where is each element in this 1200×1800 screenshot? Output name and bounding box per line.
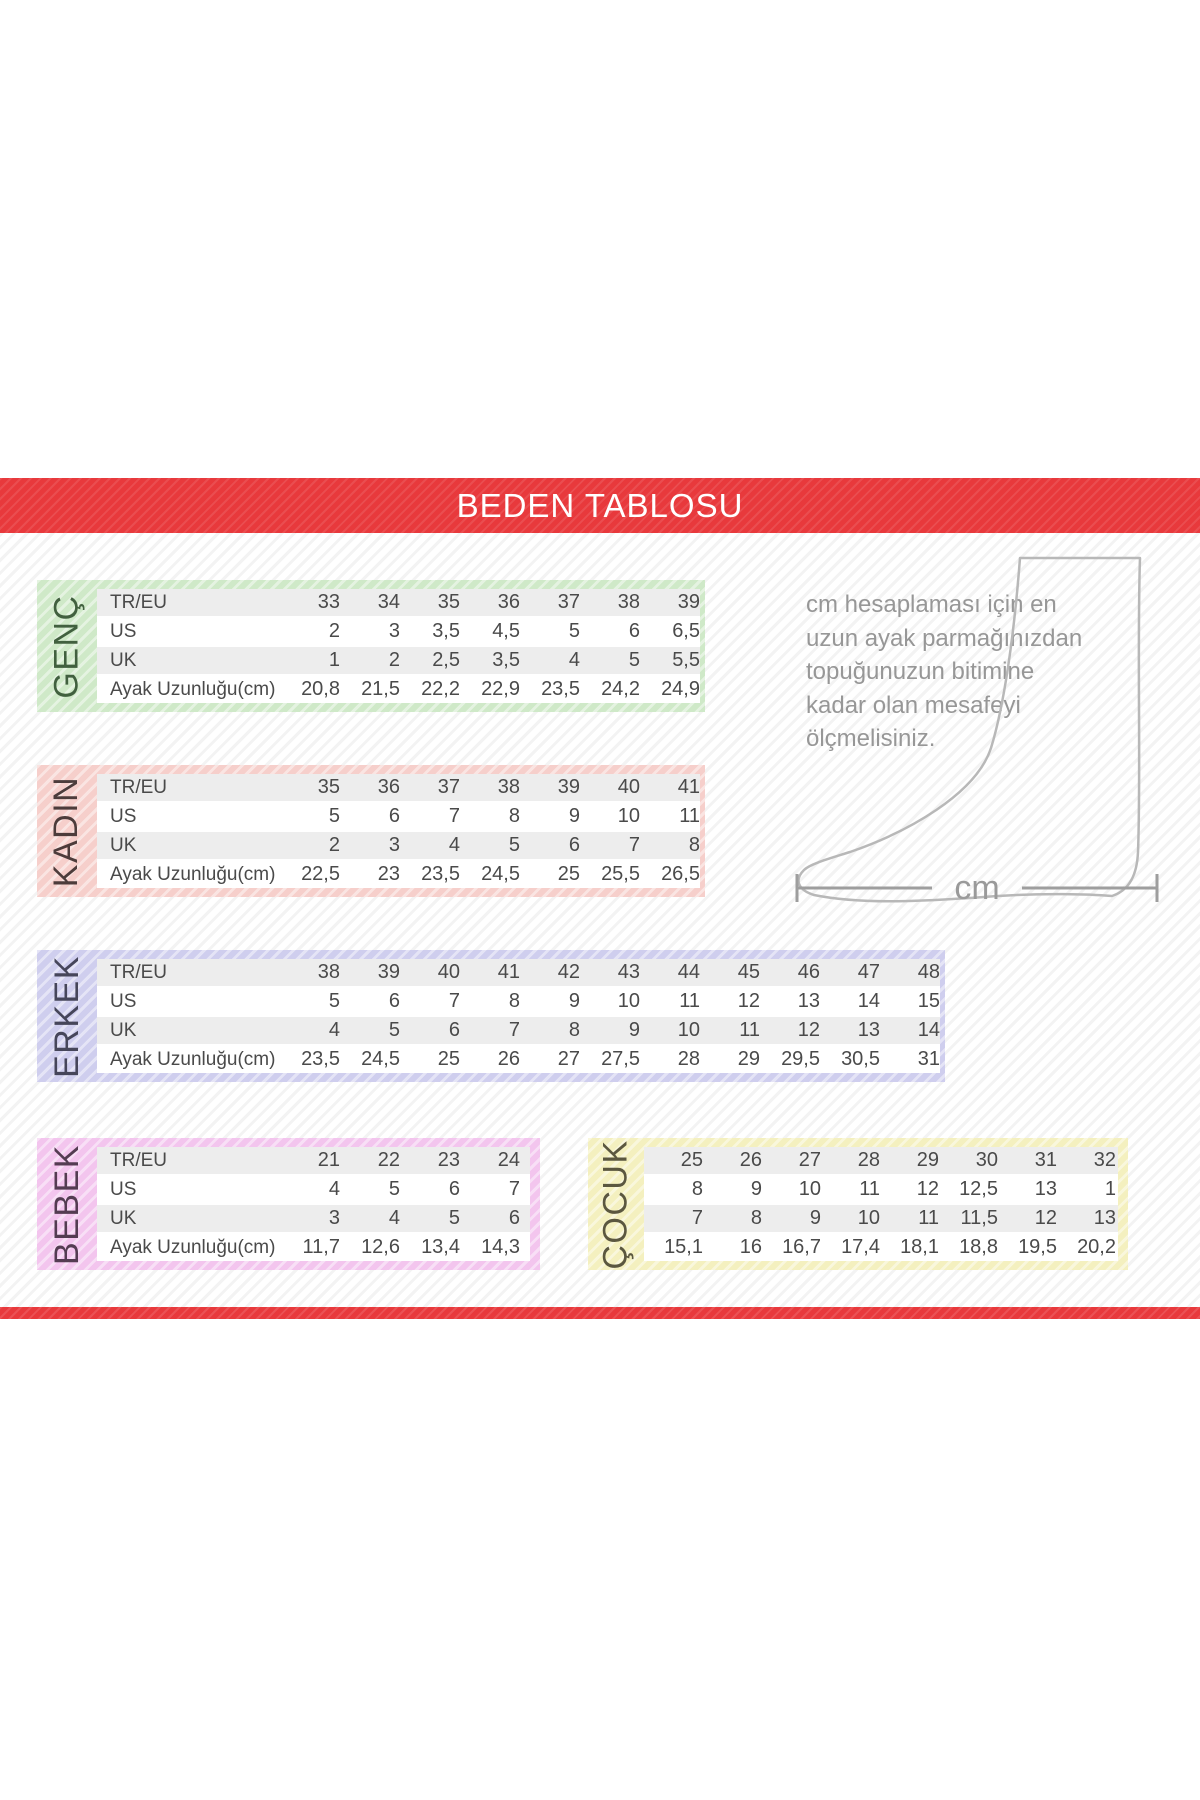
table-cell: 5 xyxy=(388,1019,400,1041)
table-cell: 17,4 xyxy=(841,1236,880,1258)
table-cell: 9 xyxy=(568,990,580,1012)
table-cell: 11 xyxy=(679,990,700,1012)
table-grid xyxy=(97,589,700,703)
table-cell: 4,5 xyxy=(492,620,520,642)
table-cell: 26 xyxy=(497,1048,520,1070)
table-cell: 34 xyxy=(377,591,400,613)
table-cell: 27 xyxy=(557,1048,580,1070)
row-label: TR/EU xyxy=(110,961,167,983)
note-line: ölçmelisiniz. xyxy=(806,725,936,752)
table-cell: 38 xyxy=(317,961,340,983)
header-banner xyxy=(0,478,1200,533)
table-cell: 7 xyxy=(628,834,640,856)
table-row xyxy=(644,1147,1118,1174)
table-cell: 40 xyxy=(437,961,460,983)
table-cell: 33 xyxy=(317,591,340,613)
bottom-red-bar xyxy=(0,1307,1200,1319)
table-cell: 31 xyxy=(917,1048,940,1070)
table-cell: 37 xyxy=(557,591,580,613)
row-label: Ayak Uzunluğu(cm) xyxy=(110,678,276,700)
table-cell: 14 xyxy=(917,1019,940,1041)
table-cell: 10 xyxy=(617,990,640,1012)
cm-label: cm xyxy=(954,869,1000,907)
table-title-kadin: KADIN xyxy=(47,775,86,887)
table-cell: 11 xyxy=(918,1207,939,1229)
table-cell: 13 xyxy=(857,1019,880,1041)
table-cell: 43 xyxy=(617,961,640,983)
table-cell: 36 xyxy=(497,591,520,613)
table-cell: 45 xyxy=(737,961,760,983)
table-cell: 24,5 xyxy=(481,863,520,885)
table-cell: 38 xyxy=(617,591,640,613)
table-row xyxy=(644,1176,1118,1203)
table-cell: 23,5 xyxy=(541,678,580,700)
row-label: Ayak Uzunluğu(cm) xyxy=(110,1236,276,1258)
table-cell: 24 xyxy=(497,1149,520,1171)
row-label: Ayak Uzunluğu(cm) xyxy=(110,1048,276,1070)
table-cell: 39 xyxy=(677,591,700,613)
table-cell: 42 xyxy=(557,961,580,983)
table-cell: 12,5 xyxy=(959,1178,998,1200)
size-table-cocuk xyxy=(588,1138,1128,1270)
table-cell: 38 xyxy=(497,776,520,798)
table-cell: 16,7 xyxy=(782,1236,821,1258)
table-row xyxy=(97,832,700,859)
table-cell: 12 xyxy=(737,990,760,1012)
table-cell: 21,5 xyxy=(361,678,400,700)
table-row xyxy=(97,589,700,616)
table-cell: 6 xyxy=(388,990,400,1012)
table-cell: 15 xyxy=(917,990,940,1012)
table-cell: 3 xyxy=(328,1207,340,1229)
table-cell: 21 xyxy=(317,1149,340,1171)
table-cell: 25 xyxy=(437,1048,460,1070)
table-cell: 20,8 xyxy=(301,678,340,700)
page-title: BEDEN TABLOSU xyxy=(456,486,744,524)
table-row xyxy=(97,774,700,801)
table-row xyxy=(97,803,700,830)
table-cell: 4 xyxy=(448,834,460,856)
table-cell: 28 xyxy=(677,1048,700,1070)
table-cell: 9 xyxy=(568,805,580,827)
table-cell: 6 xyxy=(568,834,580,856)
table-row xyxy=(97,959,940,986)
table-cell: 4 xyxy=(568,649,580,671)
size-table-genc xyxy=(37,580,705,712)
table-row xyxy=(97,1205,530,1232)
table-cell: 4 xyxy=(388,1207,400,1229)
cm-measure-scale xyxy=(790,866,1170,910)
row-label: US xyxy=(110,620,137,642)
table-cell: 30,5 xyxy=(841,1048,880,1070)
table-cell: 27,5 xyxy=(601,1048,640,1070)
table-cell: 4 xyxy=(328,1178,340,1200)
table-cell: 6 xyxy=(628,620,640,642)
table-cell: 10 xyxy=(677,1019,700,1041)
table-row xyxy=(97,1234,530,1261)
row-label: UK xyxy=(110,1207,137,1229)
row-label: US xyxy=(110,990,137,1012)
table-cell: 14,3 xyxy=(481,1236,520,1258)
table-cell: 5 xyxy=(448,1207,460,1229)
table-side-strip xyxy=(37,950,97,1082)
table-row xyxy=(644,1205,1118,1232)
table-cell: 5,5 xyxy=(672,649,700,671)
table-cell: 8 xyxy=(691,1178,703,1200)
table-cell: 2 xyxy=(388,649,400,671)
table-row xyxy=(97,1046,940,1073)
table-cell: 23 xyxy=(437,1149,460,1171)
table-grid xyxy=(97,1147,530,1261)
table-cell: 31 xyxy=(1034,1149,1057,1171)
table-title-genc: GENÇ xyxy=(47,593,86,699)
table-cell: 18,8 xyxy=(959,1236,998,1258)
size-table-bebek xyxy=(37,1138,540,1270)
foot-illustration xyxy=(788,556,1173,906)
table-cell: 24,5 xyxy=(361,1048,400,1070)
table-cell: 39 xyxy=(557,776,580,798)
note-line: kadar olan mesafeyi xyxy=(806,691,1021,719)
row-label: US xyxy=(110,805,137,827)
table-cell: 29,5 xyxy=(781,1048,820,1070)
table-cell: 35 xyxy=(437,591,460,613)
table-cell: 11,7 xyxy=(302,1236,340,1258)
table-cell: 23 xyxy=(377,863,400,885)
table-cell: 27 xyxy=(798,1149,821,1171)
table-cell: 3,5 xyxy=(492,649,520,671)
table-side-strip xyxy=(37,1138,97,1270)
table-row xyxy=(97,647,700,674)
table-cell: 25,5 xyxy=(601,863,640,885)
table-cell: 8 xyxy=(568,1019,580,1041)
table-cell: 9 xyxy=(628,1019,640,1041)
table-cell: 40 xyxy=(617,776,640,798)
table-row xyxy=(97,1147,530,1174)
table-cell: 7 xyxy=(691,1207,703,1229)
table-cell: 25 xyxy=(557,863,580,885)
table-row xyxy=(97,1017,940,1044)
table-title-bebek: BEBEK xyxy=(47,1143,86,1265)
table-cell: 24,2 xyxy=(601,678,640,700)
row-label: UK xyxy=(110,834,137,856)
table-cell: 41 xyxy=(677,776,700,798)
table-cell: 5 xyxy=(628,649,640,671)
table-cell: 47 xyxy=(857,961,880,983)
table-cell: 29 xyxy=(737,1048,760,1070)
table-cell: 1 xyxy=(328,649,340,671)
table-cell: 12 xyxy=(916,1178,939,1200)
table-cell: 44 xyxy=(677,961,700,983)
table-cell: 37 xyxy=(437,776,460,798)
table-side-strip xyxy=(37,580,97,712)
table-cell: 4 xyxy=(328,1019,340,1041)
table-row xyxy=(644,1234,1118,1261)
table-cell: 26 xyxy=(739,1149,762,1171)
row-label: TR/EU xyxy=(110,776,167,798)
table-cell: 14 xyxy=(857,990,880,1012)
table-cell: 36 xyxy=(377,776,400,798)
note-line: topuğunuzun bitimine xyxy=(806,658,1035,685)
table-cell: 13 xyxy=(1034,1178,1057,1200)
table-cell: 10 xyxy=(617,805,640,827)
table-cell: 7 xyxy=(508,1019,520,1041)
table-row xyxy=(97,618,700,645)
table-cell: 8 xyxy=(688,834,700,856)
table-cell: 5 xyxy=(508,834,520,856)
note-line: uzun ayak parmağınızdan xyxy=(806,624,1083,652)
table-cell: 20,2 xyxy=(1077,1236,1116,1258)
table-cell: 12,6 xyxy=(361,1236,400,1258)
table-cell: 22,9 xyxy=(481,678,520,700)
table-cell: 6 xyxy=(388,805,400,827)
table-cell: 22 xyxy=(377,1149,400,1171)
row-label: UK xyxy=(110,1019,137,1041)
table-cell: 8 xyxy=(750,1207,762,1229)
table-row xyxy=(97,988,940,1015)
table-cell: 23,5 xyxy=(421,863,460,885)
table-cell: 13 xyxy=(1093,1207,1116,1229)
row-label: Ayak Uzunluğu(cm) xyxy=(110,863,276,885)
table-cell: 1 xyxy=(1104,1178,1116,1200)
table-cell: 22,5 xyxy=(301,863,340,885)
table-side-strip xyxy=(37,765,97,897)
table-cell: 29 xyxy=(916,1149,939,1171)
table-cell: 6 xyxy=(448,1019,460,1041)
table-cell: 13,4 xyxy=(421,1236,460,1258)
table-cell: 10 xyxy=(857,1207,880,1229)
table-cell: 5 xyxy=(328,805,340,827)
table-cell: 6 xyxy=(508,1207,520,1229)
table-cell: 25 xyxy=(680,1149,703,1171)
table-cell: 10 xyxy=(798,1178,821,1200)
table-cell: 11,5 xyxy=(960,1207,998,1229)
table-cell: 22,2 xyxy=(421,678,460,700)
table-cell: 5 xyxy=(388,1178,400,1200)
table-cell: 19,5 xyxy=(1018,1236,1057,1258)
row-label: UK xyxy=(110,649,137,671)
table-grid xyxy=(97,959,940,1073)
table-cell: 3 xyxy=(388,620,400,642)
table-cell: 6 xyxy=(448,1178,460,1200)
table-cell: 15,1 xyxy=(664,1236,703,1258)
table-cell: 41 xyxy=(497,961,520,983)
table-cell: 23,5 xyxy=(301,1048,340,1070)
table-cell: 48 xyxy=(917,961,940,983)
table-grid xyxy=(644,1147,1118,1261)
table-cell: 9 xyxy=(750,1178,762,1200)
table-row xyxy=(97,861,700,888)
table-cell: 7 xyxy=(508,1178,520,1200)
table-title-cocuk: ÇOCUK xyxy=(596,1138,635,1270)
size-table-kadin xyxy=(37,765,705,897)
table-cell: 8 xyxy=(508,805,520,827)
table-cell: 9 xyxy=(809,1207,821,1229)
row-label: TR/EU xyxy=(110,591,167,613)
table-cell: 28 xyxy=(857,1149,880,1171)
table-cell: 3,5 xyxy=(432,620,460,642)
table-cell: 2,5 xyxy=(432,649,460,671)
table-cell: 39 xyxy=(377,961,400,983)
table-cell: 7 xyxy=(448,990,460,1012)
row-label: US xyxy=(110,1178,137,1200)
table-cell: 24,9 xyxy=(661,678,700,700)
table-row xyxy=(97,676,700,703)
table-cell: 5 xyxy=(568,620,580,642)
table-cell: 11 xyxy=(679,805,700,827)
table-title-erkek: ERKEK xyxy=(47,954,86,1078)
table-cell: 35 xyxy=(317,776,340,798)
table-cell: 16 xyxy=(739,1236,762,1258)
table-cell: 3 xyxy=(388,834,400,856)
table-cell: 12 xyxy=(1034,1207,1057,1229)
table-cell: 30 xyxy=(975,1149,998,1171)
table-cell: 7 xyxy=(448,805,460,827)
table-cell: 6,5 xyxy=(672,620,700,642)
size-table-erkek xyxy=(37,950,945,1082)
table-cell: 2 xyxy=(328,620,340,642)
row-label: TR/EU xyxy=(110,1149,167,1171)
table-cell: 11 xyxy=(739,1019,760,1041)
table-cell: 8 xyxy=(508,990,520,1012)
table-grid xyxy=(97,774,700,888)
table-side-strip xyxy=(588,1138,644,1270)
table-cell: 18,1 xyxy=(900,1236,939,1258)
note-line: cm hesaplaması için en xyxy=(806,591,1057,618)
table-cell: 32 xyxy=(1093,1149,1116,1171)
table-cell: 11 xyxy=(859,1178,880,1200)
table-cell: 12 xyxy=(797,1019,820,1041)
table-cell: 13 xyxy=(797,990,820,1012)
table-cell: 2 xyxy=(328,834,340,856)
table-cell: 46 xyxy=(797,961,820,983)
table-cell: 5 xyxy=(328,990,340,1012)
table-cell: 26,5 xyxy=(661,863,700,885)
table-row xyxy=(97,1176,530,1203)
